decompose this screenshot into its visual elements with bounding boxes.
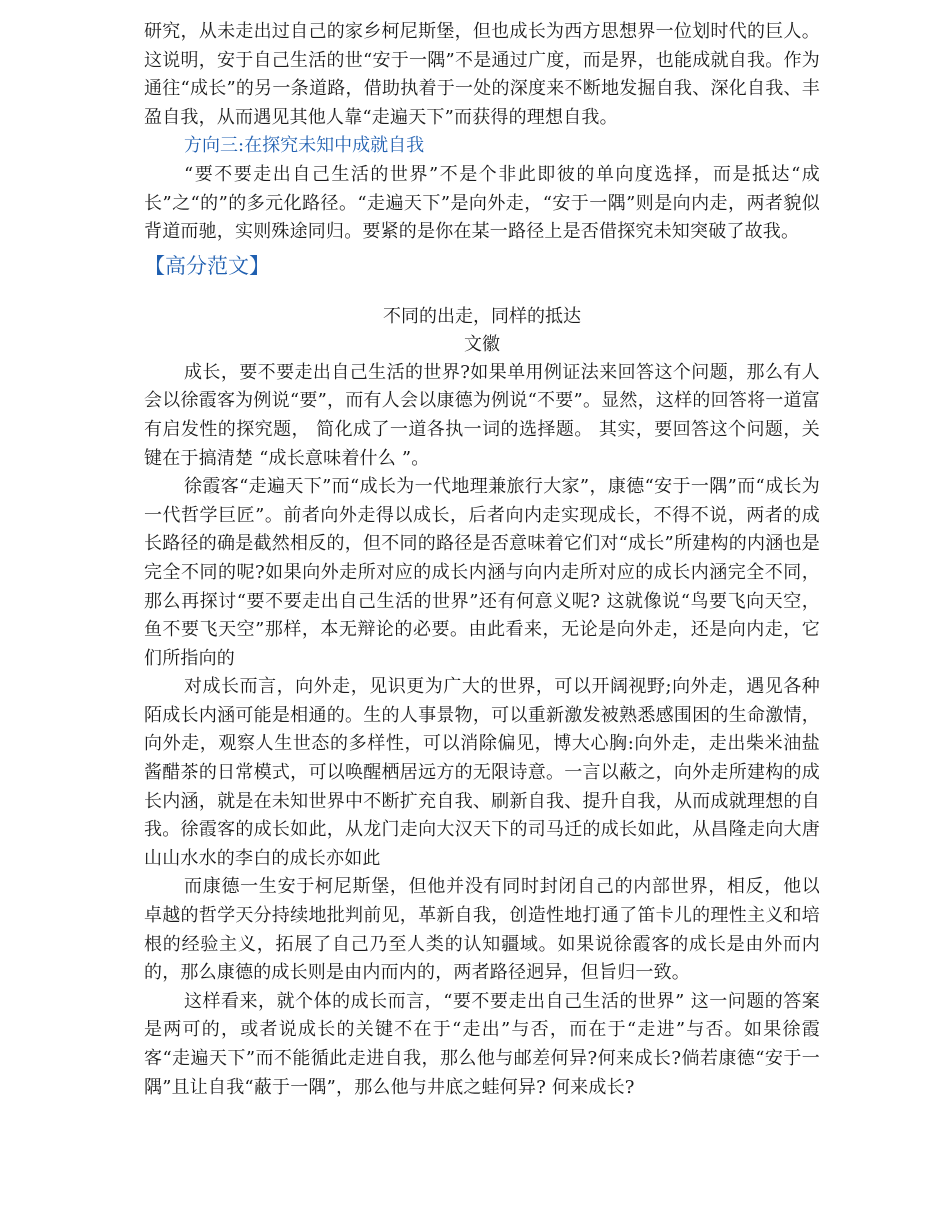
essay-paragraph-2: 徐霞客“走遍天下”而“成长为一代地理兼旅行大家”，康德“安于一隅”而“成长为一代哲学巨匠”。前者向外走得以成长，后者向内走实现成长，不得不说，两者的成长路径的确是截然相反的，但不同的路径是否意味着它们对“成长”所建构的内涵也是完全不同的呢?如果向外走所对应的成长内涵与向内走所对应的成长内涵完全不同，那么再探讨“要不要走出自己生活的世界”还有何意义呢? 这就像说“鸟要飞向天空，鱼不要飞天空”那样，本无辩论的必要。由此看来，无论是向外走，还是向内走，它们所指向的 xyxy=(144,476,820,669)
essay-author: 文徽 xyxy=(464,333,500,355)
section-tag: 【高分范文】 xyxy=(144,253,270,278)
essay-paragraph-4: 而康德一生安于柯尼斯堡，但他并没有同时封闭自己的内部世界，相反，他以卓越的哲学天分持续地批判前见，革新自我，创造性地打通了笛卡儿的理性主义和培根的经验主义，拓展了自己乃至人类的认知疆域。如果说徐霞客的成长是由外而内的，那么康德的成长则是由内而内的，两者路径迥异，但旨归一致。 xyxy=(144,876,820,984)
essay-title: 不同的出走，同样的抵达 xyxy=(383,305,581,327)
direction-three-heading: 方向三:在探究未知中成就自我 xyxy=(184,135,425,157)
essay-paragraph-3: 对成长而言，向外走，见识更为广大的世界，可以开阔视野;向外走，遇见各种陌成长内涵可能是相通的。生的人事景物，可以重新激发被熟悉感围困的生命激情，向外走，观察人生世态的多样性，可以消除偏见，博大心胸:向外走，走出柴米油盐酱醋茶的日常模式，可以唤醒栖居远方的无限诗意。一言以蔽之，向外走所建构的成长内涵，就是在未知世界中不断扩充自我、刷新自我、提升自我，从而成就理想的自我。徐霞客的成长如此，从龙门走向大汉天下的司马迁的成长如此，从昌隆走向大唐山山水水的李白的成长亦如此 xyxy=(144,676,820,869)
essay-paragraph-5: 这样看来，就个体的成长而言，“要不要走出自己生活的世界” 这一问题的答案是两可的，或者说成长的关键不在于“走出”与否，而在于“走进”与否。如果徐霞客“走遍天下”而不能循此走进自我，那么他与邮差何异?何来成长?倘若康德“安于一隅”且让自我“蔽于一隅”，那么他与井底之蛙何异? 何来成长? xyxy=(144,990,820,1098)
essay-paragraph-1: 成长，要不要走出自己生活的世界?如果单用例证法来回答这个问题，那么有人会以徐霞客为例说“要”，而有人会以康德为例说“不要”。显然，这样的回答将一道富有启发性的探究题， 简化成了一道各执一词的选择题。 其实，要回答这个问题，关键在于搞清楚 “成长意味着什么 ”。 xyxy=(144,361,820,469)
document-page xyxy=(144,18,820,1102)
direction-three-body: “要不要走出自己生活的世界”不是个非此即彼的单向度选择，而是抵达“成长”之“的”的多元化路径。“走遍天下”是向外走，“安于一隅”则是向内走，两者貌似背道而驰，实则殊途同归。要紧的是你在某一路径上是否借探究未知突破了故我。 xyxy=(144,163,820,243)
intro-paragraph: 研究，从未走出过自己的家乡柯尼斯堡，但也成长为西方思想界一位划时代的巨人。这说明，安于自己生活的世“安于一隅”不是通过广度，而是界，也能成就自我。作为通往“成长”的另一条道路，借助执着于一处的深度来不断地发掘自我、深化自我、丰盈自我，从而遇见其他人靠“走遍天下”而获得的理想自我。 xyxy=(144,21,820,128)
